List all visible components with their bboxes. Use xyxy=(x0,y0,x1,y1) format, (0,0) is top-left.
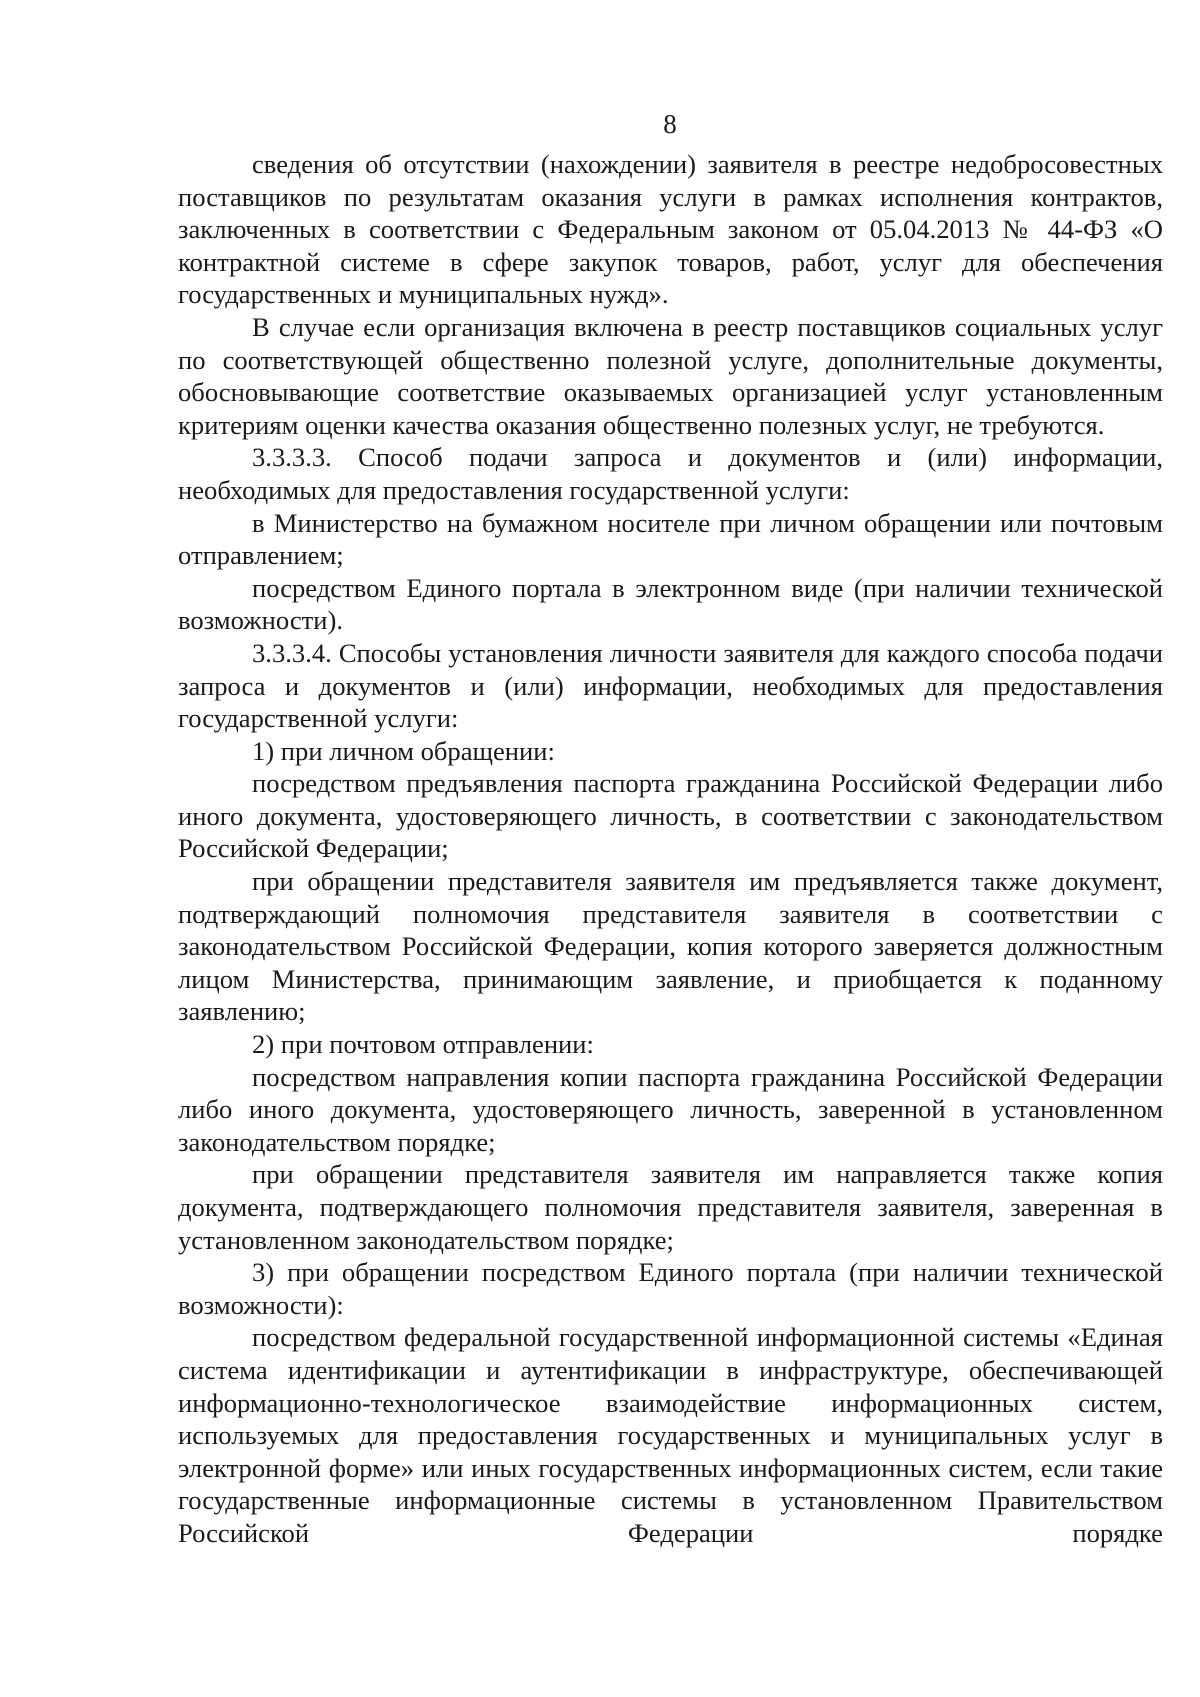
paragraph-item-1: 1) при личном обращении: xyxy=(252,735,555,766)
paragraph-3-3-3-3: 3.3.3.3. Способ подачи запроса и документов и (или) информации, необходимых для предоставления государственной услуги: xyxy=(178,442,1163,505)
paragraph-passport-copy: посредством направления копии паспорта гражданина Российской Федерации либо иного документа, удостоверяющего личность, заверенной в установленном законодательством порядке; xyxy=(178,1061,1163,1157)
paragraph-item-3: 3) при обращении посредством Единого портала (при наличии технической возможности): xyxy=(178,1257,1163,1320)
paragraph-portal-submission: посредством Единого портала в электронном виде (при наличии технической возможности). xyxy=(178,572,1163,636)
paragraph-representative-copy: при обращении представителя заявителя им направляется также копия документа, подтверждающего полномочия представителя заявителя, заверенная в установленном законодательством порядке; xyxy=(178,1159,1163,1255)
paragraph-social-services-registry: В случае если организация включена в реестр поставщиков социальных услуг по соответствующей общественно полезной услуге, дополнительные документы, обосновывающие соответствие оказываемых организацией услуг установленным критериям оценки качества оказания общественно полезных услуг, не требуются. xyxy=(178,311,1163,440)
paragraph-item-2: 2) при почтовом отправлении: xyxy=(252,1029,594,1060)
paragraph-representative-presentation: при обращении представителя заявителя им предъявляется также документ, подтверждающий полномочия представителя заявителя в соответствии с законодательством Российской Федерации, копия которого заверяется должностным лицом Министерства, принимающим заявление, и приобщается к поданному заявлению; xyxy=(178,866,1163,1027)
paragraph-esia: посредством федеральной государственной информационной системы «Единая система идентификации и аутентификации в инфраструктуре, обеспечивающей информационно-технологическое взаимодействие информационных систем, используемых для предоставления государственных и муниципальных услуг в электронной форме» или иных государственных информационных систем, если такие государственные информационные системы в установленном Правительством Российской Федерации порядке xyxy=(178,1322,1163,1548)
paragraph-passport-presentation: посредством предъявления паспорта гражданина Российской Федерации либо иного документа, удостоверяющего личность, в соответствии с законодательством Российской Федерации; xyxy=(178,768,1163,864)
document-body xyxy=(178,148,1163,1550)
page-number: 8 xyxy=(663,109,677,139)
paragraph-registry-info: сведения об отсутствии (нахождении) заявителя в реестре недобросовестных поставщиков по результатам оказания услуги в рамках исполнения контрактов, заключенных в соответствии с Федеральным законом от 05.04.2013 № 44-ФЗ «О контрактной системе в сфере закупок товаров, работ, услуг для обеспечения государственных и муниципальных нужд». xyxy=(178,149,1163,310)
paragraph-paper-submission: в Министерство на бумажном носителе при личном обращении или почтовым отправлением; xyxy=(178,507,1163,571)
paragraph-3-3-3-4: 3.3.3.4. Способы установления личности заявителя для каждого способа подачи запроса и документов и (или) информации, необходимых для предоставления государственной услуги: xyxy=(178,637,1163,734)
